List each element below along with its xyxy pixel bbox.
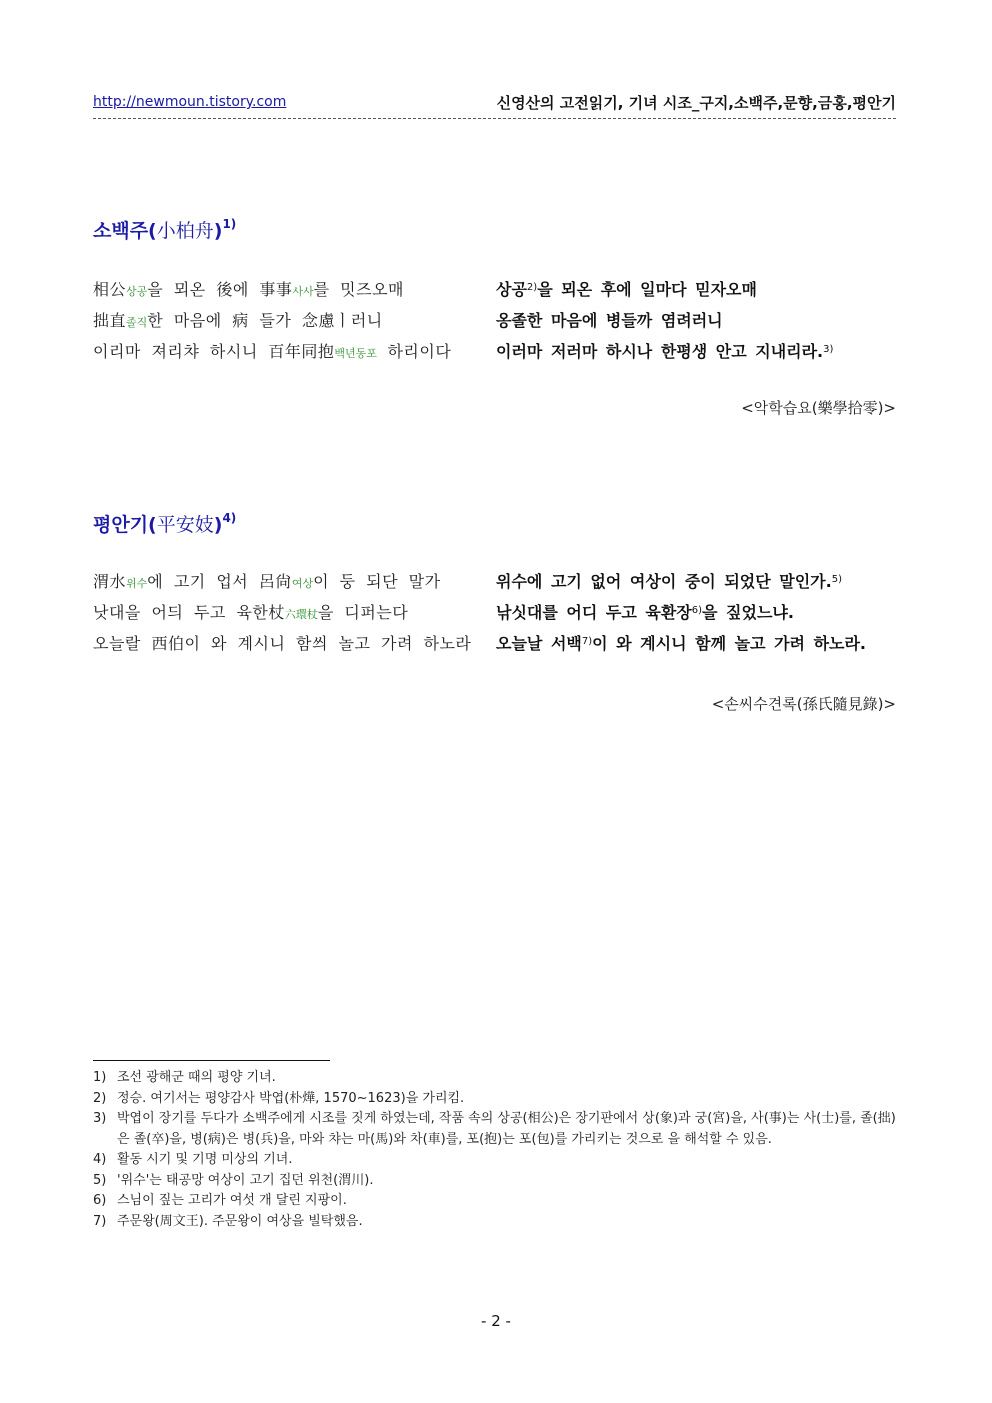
footnote-text: '위수'는 태공망 여상이 고기 집던 위천(渭川). xyxy=(117,1172,374,1188)
verse-text: 를 밋즈오매 xyxy=(313,280,405,299)
section-title-korean: 소백주( xyxy=(93,220,157,242)
source-citation: <손씨수견록(孫氏隨見錄)> xyxy=(711,695,896,713)
page-header xyxy=(93,92,896,114)
footnote-item xyxy=(93,1191,898,1212)
footnote-ref[interactable]: 7) xyxy=(581,636,593,647)
verse-text: 이리마 져리챠 하시니 百年同抱 xyxy=(93,342,335,361)
footnote-number: 1) xyxy=(93,1070,107,1085)
verse-text: 한 마음에 病 들가 念慮ㅣ러니 xyxy=(147,311,383,330)
section-title-close: ) xyxy=(213,514,223,536)
translation-text: 오늘날 서백 xyxy=(496,634,582,653)
footnote-number: 7) xyxy=(93,1213,107,1229)
source-citation: <악학습요(樂學拾零)> xyxy=(741,399,896,417)
poem-line xyxy=(93,631,898,662)
modern-translation xyxy=(496,277,757,300)
poem-line xyxy=(93,569,898,600)
footnote-item xyxy=(93,1150,898,1171)
blog-url-link[interactable]: http://newmoun.tistory.com xyxy=(93,94,287,110)
original-verse xyxy=(93,308,383,331)
hangul-reading-gloss: 六環杖 xyxy=(284,608,318,621)
poem-line xyxy=(93,600,898,631)
footnote-ref[interactable]: 6) xyxy=(691,605,702,616)
verse-text: 相公 xyxy=(93,280,127,299)
original-verse xyxy=(93,339,451,362)
translation-text: 낚싯대를 어디 두고 육환장 xyxy=(496,603,692,622)
section-title-pyeongangi xyxy=(93,510,236,537)
footnote-item xyxy=(93,1171,898,1192)
header-divider xyxy=(93,118,896,119)
modern-translation xyxy=(496,339,833,362)
section-title-sobaekju xyxy=(93,216,236,243)
poem-line xyxy=(93,339,898,370)
translation-text: 이러마 저러마 하시나 한평생 안고 지내리라. xyxy=(496,342,824,361)
poem-line xyxy=(93,308,898,339)
translation-text: 이 와 계시니 함께 놀고 가려 하노라. xyxy=(592,634,867,653)
hangul-reading-gloss: 위수 xyxy=(126,577,148,590)
verse-text: 오늘랄 西伯이 와 계시니 함씌 놀고 가려 하노라 xyxy=(93,634,472,653)
translation-text: 상공 xyxy=(496,280,527,299)
footnote-ref[interactable]: 1) xyxy=(222,217,237,231)
footnote-number: 6) xyxy=(93,1193,107,1208)
modern-translation xyxy=(496,600,794,623)
modern-translation xyxy=(496,308,723,331)
hangul-reading-gloss: 여상 xyxy=(291,577,314,590)
hangul-reading-gloss: 상공 xyxy=(126,285,148,298)
verse-text: 拙直 xyxy=(93,311,127,330)
translation-text: 위수에 고기 없어 여상이 중이 되었단 말인가. xyxy=(496,572,832,591)
verse-text: 을 디퍼는다 xyxy=(317,603,409,622)
hangul-reading-gloss: 백년동포 xyxy=(334,347,377,360)
footnote-ref[interactable]: 4) xyxy=(222,511,237,525)
original-verse xyxy=(93,569,441,592)
footnote-text: 주문왕(周文王). 주문왕이 여상을 빌탁했음. xyxy=(117,1213,363,1229)
footnote-text: 정승. 여기서는 평양감사 박엽(朴燁, 1570~1623)을 가리킴. xyxy=(117,1090,465,1106)
verse-text: 이 둥 되단 말가 xyxy=(313,572,441,591)
section-title-close: ) xyxy=(213,220,223,242)
hangul-reading-gloss: 졸직 xyxy=(126,316,148,329)
modern-translation xyxy=(496,569,842,592)
footnote-item xyxy=(93,1089,898,1110)
header-title: 신영산의 고전읽기, 기녀 시조_구지,소백주,문향,금홍,평안기 xyxy=(496,94,896,112)
poem-pyeongangi xyxy=(93,569,898,662)
page-number: - 2 - xyxy=(481,1312,511,1330)
footnote-number: 3) xyxy=(93,1111,107,1126)
original-verse xyxy=(93,277,404,300)
poem-line xyxy=(93,277,898,308)
modern-translation xyxy=(496,631,866,654)
translation-text: 옹졸한 마음에 병들까 염려러니 xyxy=(496,311,723,330)
verse-text: 하리이다 xyxy=(376,342,452,361)
footnote-item xyxy=(93,1109,898,1150)
footnote-number: 2) xyxy=(93,1090,107,1106)
verse-text: 을 뫼온 後에 事事 xyxy=(147,280,293,299)
footnote-divider xyxy=(93,1060,330,1061)
hangul-reading-gloss: 사사 xyxy=(292,285,314,298)
footnote-item xyxy=(93,1212,898,1233)
section-title-hanja: 平安妓 xyxy=(156,514,214,536)
verse-text: 에 고기 업서 呂尙 xyxy=(147,572,292,591)
footnote-number: 5) xyxy=(93,1172,107,1188)
footnote-ref[interactable]: 5) xyxy=(831,574,842,585)
verse-text: 낫대을 어듸 두고 육한杖 xyxy=(93,603,285,622)
original-verse xyxy=(93,600,408,623)
footnote-ref[interactable]: 3) xyxy=(823,344,834,355)
footnote-text: 활동 시기 및 기명 미상의 기녀. xyxy=(117,1152,293,1167)
footnote-item xyxy=(93,1068,898,1089)
footnote-ref[interactable]: 2) xyxy=(526,282,538,293)
section-title-korean: 평안기( xyxy=(93,514,157,536)
footnote-number: 4) xyxy=(93,1152,107,1167)
footnote-text: 조선 광해군 때의 평양 기녀. xyxy=(117,1070,276,1085)
verse-text: 渭水 xyxy=(93,572,127,591)
translation-text: 을 뫼온 후에 일마다 믿자오매 xyxy=(537,280,757,299)
section-title-hanja: 小柏舟 xyxy=(156,220,214,242)
poem-sobaekju xyxy=(93,277,898,370)
translation-text: 을 짚었느냐. xyxy=(702,603,794,622)
footnote-text: 박엽이 장기를 두다가 소백주에게 시조를 짓게 하였는데, 작품 속의 상공(相公)은 장기판에서 상(象)과 궁(宮)을, 사(事)는 사(士)를, 졸(拙)은 졸(卒)을, 병(病)은 병(兵)을, 마와 챠는 마(馬)와 차(車)를, 포(抱)는 포(包)를 가리키는 것으로 을 해석할 수 있음. xyxy=(117,1111,896,1147)
footnotes xyxy=(93,1068,898,1232)
original-verse xyxy=(93,631,471,654)
footnote-text: 스님이 짚는 고리가 여섯 개 달린 지팡이. xyxy=(117,1193,347,1208)
